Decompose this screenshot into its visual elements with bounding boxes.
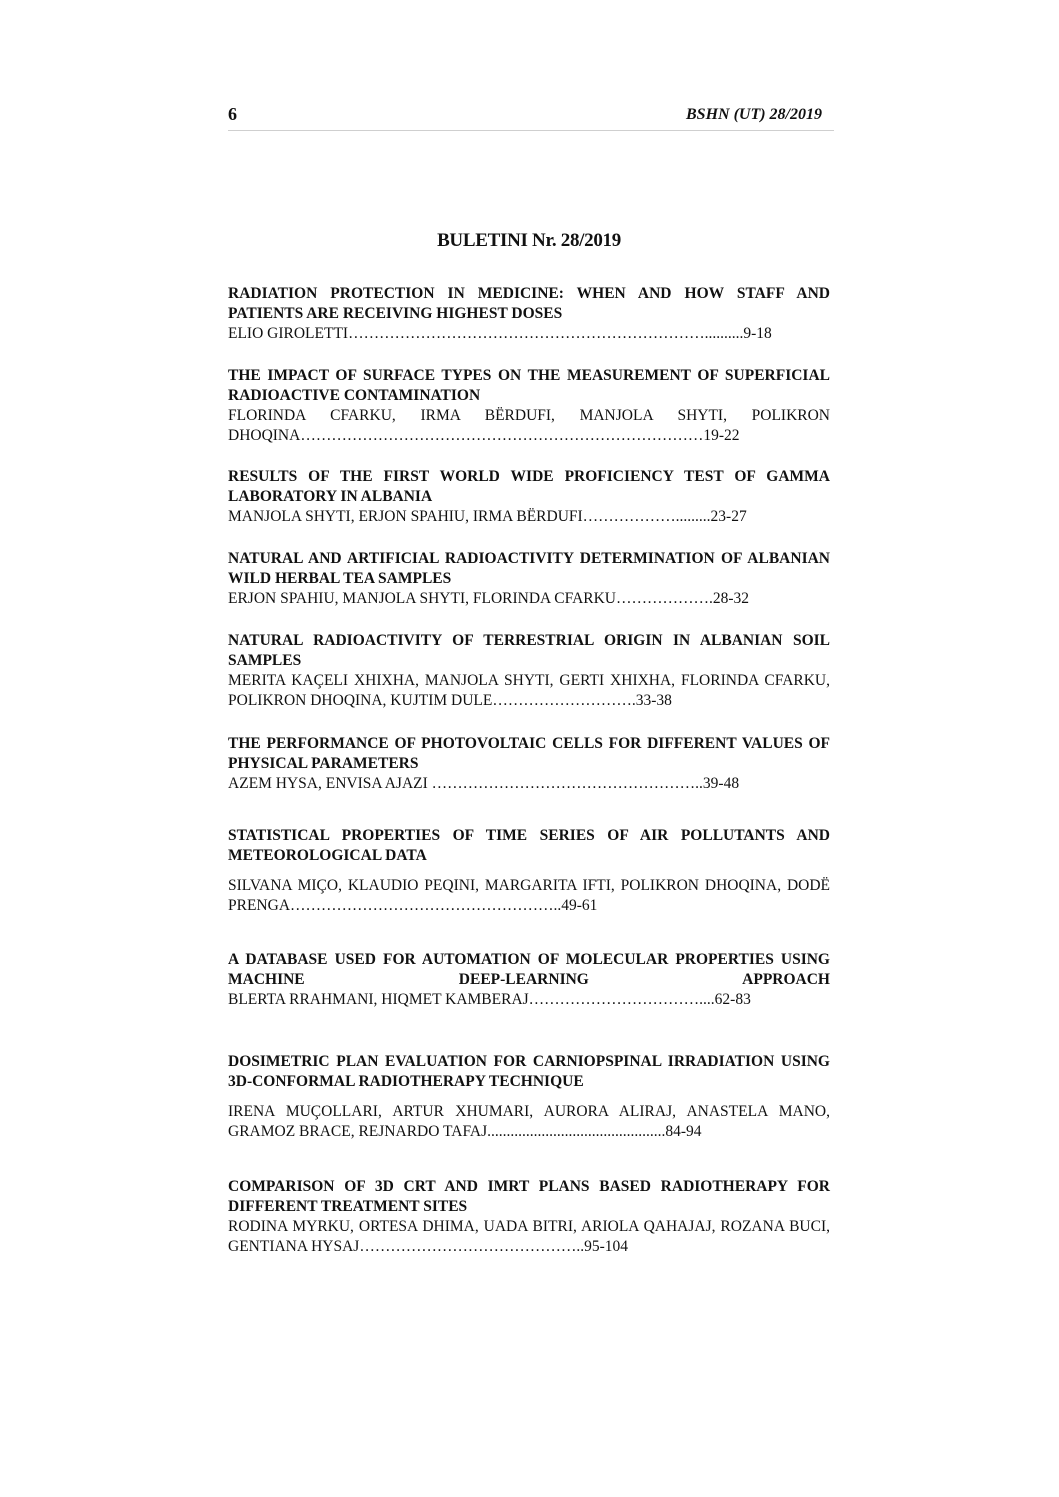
article-authors-pages: AZEM HYSA, ENVISA AJAZI ……………………………………………..39-48 [228,775,740,792]
toc-entry [228,549,830,609]
toc-entry [228,826,830,916]
running-head: BSHN (UT) 28/2019 [686,106,822,123]
article-title: RADIATION PROTECTION IN MEDICINE: WHEN AND HOW STAFF AND PATIENTS ARE RECEIVING HIGHEST DOSES [228,285,830,322]
toc-entry [228,1177,830,1257]
article-title: NATURAL AND ARTIFICIAL RADIOACTIVITY DETERMINATION OF ALBANIAN WILD HERBAL TEA SAMPLES [228,550,830,587]
article-title: RESULTS OF THE FIRST WORLD WIDE PROFICIENCY TEST OF GAMMA LABORATORY IN ALBANIA [228,468,830,505]
article-authors-pages: ELIO GIROLETTI……………………………………………………………..........9-18 [228,325,772,342]
article-authors-pages: FLORINDA CFARKU, IRMA BËRDUFI, MANJOLA SHYTI, POLIKRON DHOQINA……………………………………………………………………19-22 [228,407,830,444]
toc-entry [228,631,830,711]
article-authors-pages: RODINA MYRKU, ORTESA DHIMA, UADA BITRI, ARIOLA QAHAJAJ, ROZANA BUCI, GENTIANA HYSAJ……………………………………..95-104 [228,1218,830,1255]
article-title: NATURAL RADIOACTIVITY OF TERRESTRIAL ORIGIN IN ALBANIAN SOIL SAMPLES [228,632,830,669]
page-header [228,102,834,131]
article-authors-pages: BLERTA RRAHMANI, HIQMET KAMBERAJ……………………………....62-83 [228,991,751,1008]
toc-entry [228,1052,830,1142]
article-authors-pages: IRENA MUÇOLLARI, ARTUR XHUMARI, AURORA ALIRAJ, ANASTELA MANO, GRAMOZ BRACE, REJNARDO TAFAJ..............................................84-94 [228,1103,830,1140]
article-title: COMPARISON OF 3D CRT AND IMRT PLANS BASED RADIOTHERAPY FOR DIFFERENT TREATMENT SITES [228,1178,830,1215]
article-title: THE IMPACT OF SURFACE TYPES ON THE MEASUREMENT OF SUPERFICIAL RADIOACTIVE CONTAMINATION [228,367,830,404]
toc-entry [228,950,830,1010]
toc-entry [228,734,830,794]
article-authors-pages: SILVANA MIÇO, KLAUDIO PEQINI, MARGARITA IFTI, POLIKRON DHOQINA, DODË PRENGA……………………………………………..49-61 [228,877,830,914]
article-title: STATISTICAL PROPERTIES OF TIME SERIES OF AIR POLLUTANTS AND METEOROLOGICAL DATA [228,827,830,864]
article-authors-pages: ERJON SPAHIU, MANJOLA SHYTI, FLORINDA CFARKU……………….28-32 [228,590,750,607]
toc-entry [228,366,830,446]
article-title: A DATABASE USED FOR AUTOMATION OF MOLECULAR PROPERTIES USING MACHINE DEEP-LEARNING APPROACH [228,951,830,988]
toc-entry [228,284,830,344]
article-title: DOSIMETRIC PLAN EVALUATION FOR CARNIOPSPINAL IRRADIATION USING 3D-CONFORMAL RADIOTHERAPY TECHNIQUE [228,1053,830,1090]
toc-entry [228,467,830,527]
article-title: THE PERFORMANCE OF PHOTOVOLTAIC CELLS FOR DIFFERENT VALUES OF PHYSICAL PARAMETERS [228,735,830,772]
article-authors-pages: MANJOLA SHYTI, ERJON SPAHIU, IRMA BËRDUFI……………….........23-27 [228,508,747,525]
article-authors-pages: MERITA KAÇELI XHIXHA, MANJOLA SHYTI, GERTI XHIXHA, FLORINDA CFARKU, POLIKRON DHOQINA, KUJTIM DULE……………………….33-38 [228,672,830,709]
page-number: 6 [228,104,237,124]
bulletin-title: BULETINI Nr. 28/2019 [437,230,621,251]
